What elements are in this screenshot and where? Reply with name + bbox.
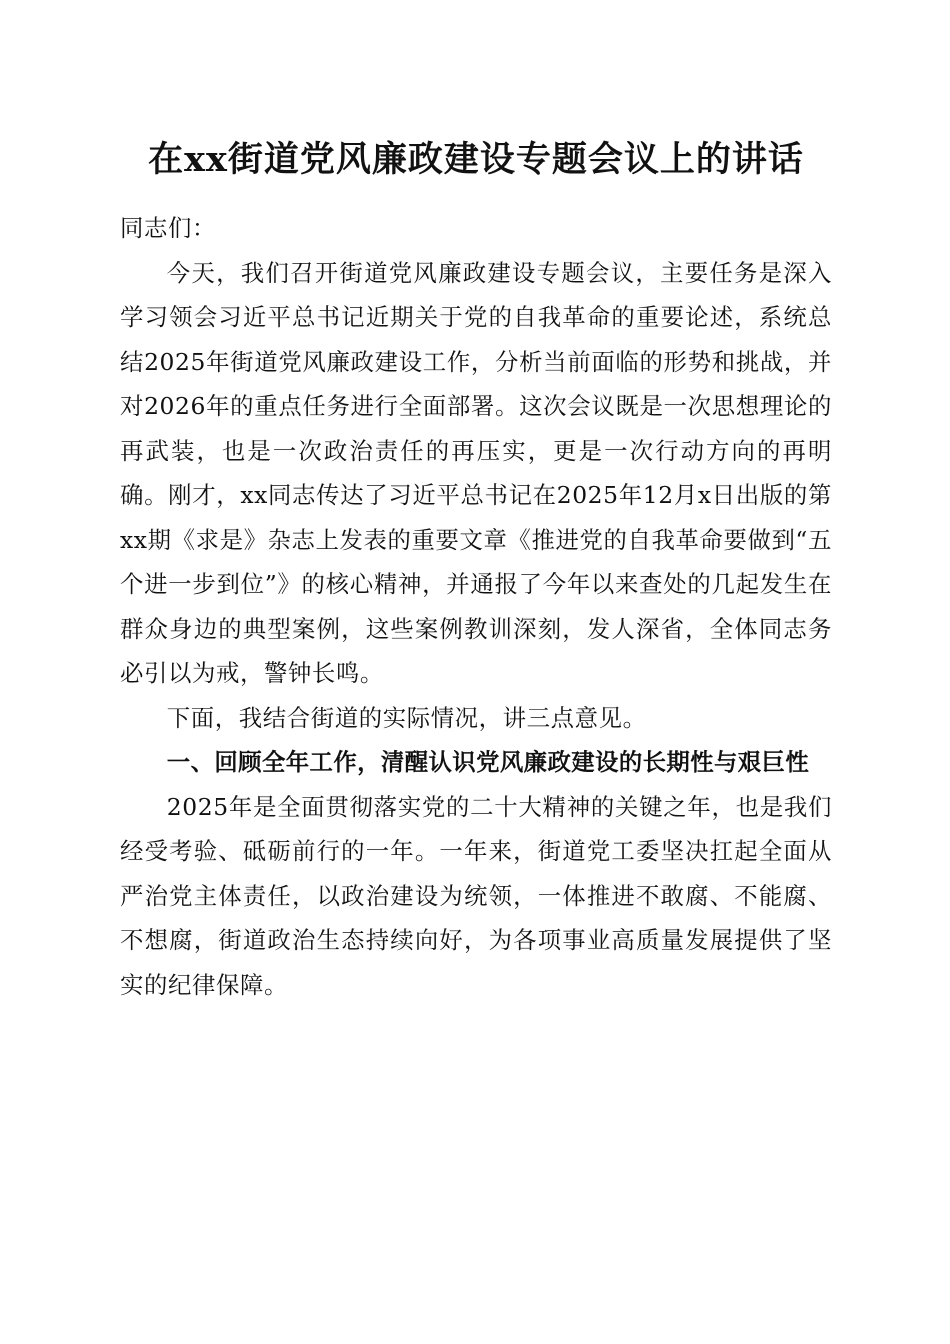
paragraph-outline: 下面，我结合街道的实际情况，讲三点意见。 bbox=[166, 703, 647, 732]
section-heading-1: 一、回顾全年工作，清醒认识党风廉政建设的长期性与艰巨性 bbox=[166, 748, 810, 776]
salutation: 同志们： bbox=[120, 214, 216, 242]
document-body bbox=[120, 206, 832, 1007]
document-title: 在xx街道党风廉政建设专题会议上的讲话 bbox=[148, 139, 804, 180]
paragraph-intro: 今天，我们召开街道党风廉政建设专题会议，主要任务是深入学习领会习近平总书记近期关于党的自我革命的重要论述，系统总结2025年街道党风廉政建设工作，分析当前面临的形势和挑战，并对2026年的重点任务进行全面部署。这次会议既是一次思想理论的再武装，也是一次政治责任的再压实，更是一次行动方向的再明确。刚才，xx同志传达了习近平总书记在2025年12月x日出版的第xx期《求是》杂志上发表的重要文章《推进党的自我革命要做到“五个进一步到位”》的核心精神，并通报了今年以来查处的几起发生在群众身边的典型案例，这些案例教训深刻，发人深省，全体同志务必引以为戒，警钟长鸣。 bbox=[120, 258, 832, 687]
section-1-paragraph: 2025年是全面贯彻落实党的二十大精神的关键之年，也是我们经受考验、砥砺前行的一年。一年来，街道党工委坚决扛起全面从严治党主体责任，以政治建设为统领，一体推进不敢腐、不能腐、不想腐，街道政治生态持续向好，为各项事业高质量发展提供了坚实的纪律保障。 bbox=[120, 792, 832, 999]
